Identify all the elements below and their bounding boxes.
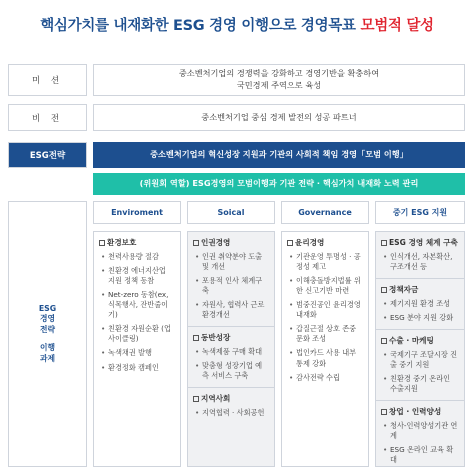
list-item: • 감사전략 수립 xyxy=(287,373,363,383)
list-item: • 녹색제품 구매 확대 xyxy=(193,347,269,357)
list-item: • 자원사, 협력사 근로환경개선 xyxy=(193,300,269,320)
column-header-governance: Governance xyxy=(281,201,369,224)
committee-bar xyxy=(93,173,465,195)
side-line-4: 이행 xyxy=(39,343,56,353)
list-item: • 친환경 자원순환 (업사이클링) xyxy=(99,324,175,344)
section-title: 지역사회 xyxy=(193,394,269,404)
esg-tasks-label xyxy=(8,201,87,467)
column-environment xyxy=(93,231,181,467)
list-item: • 이해충돌방지법률 위한 신고기반 마련 xyxy=(287,276,363,296)
side-line-2: 경영 xyxy=(39,314,56,324)
list-item: • 친환경 에너지산업 지원 정책 동참 xyxy=(99,266,175,286)
list-item: • 기관운영 투명성 · 공정성 제고 xyxy=(287,252,363,272)
column-header-social: Soical xyxy=(187,201,275,224)
section-title: 창업 · 인력양성 xyxy=(381,407,459,417)
checkbox-icon xyxy=(381,240,387,246)
section-title: 동반성장 xyxy=(193,333,269,343)
list-item: • Net-zero 동참(ex, 식목행사, 잔반줄이기) xyxy=(99,290,175,320)
section-title: 정책자금 xyxy=(381,285,459,295)
divider xyxy=(376,329,464,330)
list-item: • 포용적 인사 체계구축 xyxy=(193,276,269,296)
list-item: • 인식개선, 자본확산, 구조개선 등 xyxy=(381,252,459,272)
checkbox-icon xyxy=(381,338,387,344)
divider xyxy=(376,278,464,279)
title-highlight: 모범적 달성 xyxy=(360,18,434,34)
section-title: 환경보호 xyxy=(99,238,175,248)
list-item: • 법인카드 사용 내부통제 강화 xyxy=(287,348,363,368)
list-item: • ESG 분야 지원 강화 xyxy=(381,313,459,323)
divider xyxy=(376,400,464,401)
title-main: 핵심가치를 내재화한 ESG 경영 이행으로 경영목표 xyxy=(40,18,356,34)
list-item: • 제기지원 환경 조성 xyxy=(381,299,459,309)
list-item: • 맞춤형 성장기업 예측 서비스 구축 xyxy=(193,361,269,381)
checkbox-icon xyxy=(193,396,199,402)
checkbox-icon xyxy=(381,409,387,415)
checkbox-icon xyxy=(193,240,199,246)
column-governance xyxy=(281,231,369,467)
list-item: • 천력사용량 절감 xyxy=(99,252,175,262)
column-header-sme-esg: 중기 ESG 지원 xyxy=(375,201,465,224)
list-item: • ESG 온라인 교육 확대 xyxy=(381,445,459,465)
committee-text: (위원회 역할) ESG경영의 모범이행과 기관 전략 · 핵심가치 내재화 노력 관리 xyxy=(139,178,419,189)
column-sme-esg xyxy=(375,231,465,467)
list-item: • 환경정화 캠페인 xyxy=(99,363,175,373)
column-social xyxy=(187,231,275,467)
side-line-5: 과제 xyxy=(39,353,56,363)
mission-line-1: 중소벤처기업의 경쟁력을 강화하고 경영기반을 확충하여 xyxy=(178,68,380,79)
checkbox-icon xyxy=(193,335,199,341)
esg-strategy-text: 중소벤처기업의 혁신성장 지원과 기관의 사회적 책임 경영「모범 이행」 xyxy=(150,149,408,160)
list-item: • 범중진공인 윤리경영 내재화 xyxy=(287,300,363,320)
vision-box xyxy=(93,104,465,131)
checkbox-icon xyxy=(99,240,105,246)
section-title: 윤리경영 xyxy=(287,238,363,248)
mission-label: 미 션 xyxy=(8,64,87,96)
list-item: • 녹색채권 발행 xyxy=(99,348,175,358)
list-item: • 국제기구 조달시장 진출 중기 지원 xyxy=(381,350,459,370)
vision-label: 비 전 xyxy=(8,104,87,131)
side-line-3: 전략 xyxy=(39,324,56,334)
divider xyxy=(188,387,274,388)
esg-strategy-label: ESG전략 xyxy=(8,142,87,168)
list-item: • 지역협력 · 사회공헌 xyxy=(193,408,269,418)
list-item: • 청사-인력양성기관 연계 xyxy=(381,421,459,441)
divider xyxy=(188,326,274,327)
page-title xyxy=(0,14,474,35)
vision-text: 중소벤처기업 중심 경제 발전의 성공 파트너 xyxy=(201,111,357,122)
mission-box xyxy=(93,64,465,96)
list-item: • 갑질근절 상호 존중 문화 조성 xyxy=(287,324,363,344)
side-line-1: ESG xyxy=(38,303,57,313)
checkbox-icon xyxy=(287,240,293,246)
list-item: • 친환경 중기 온라인 수출지원 xyxy=(381,374,459,394)
section-title: 인권경영 xyxy=(193,238,269,248)
mission-line-2: 국민경제 주역으로 육성 xyxy=(236,80,322,90)
checkbox-icon xyxy=(381,287,387,293)
section-title: 수출 · 마케팅 xyxy=(381,336,459,346)
section-title: ESG 경영 체계 구축 xyxy=(381,238,459,248)
list-item: • 인권 취약분야 도출 및 개선 xyxy=(193,252,269,272)
column-header-environment: Enviroment xyxy=(93,201,181,224)
esg-strategy-box xyxy=(93,142,465,168)
